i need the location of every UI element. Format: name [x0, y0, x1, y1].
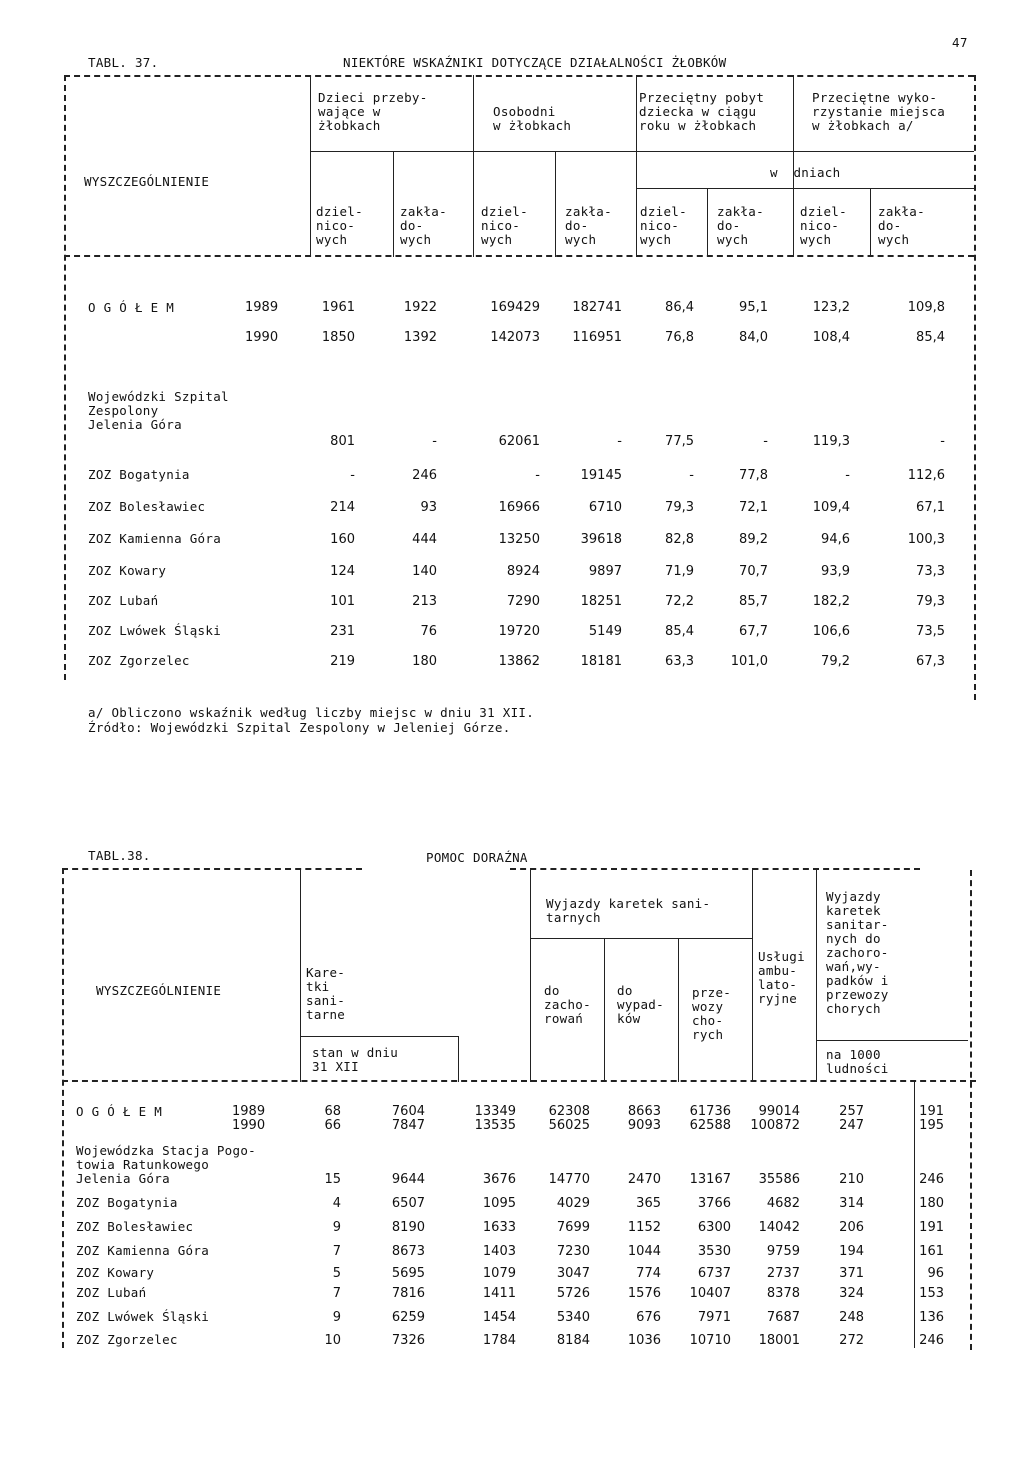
- table37-cell: 1922: [403, 300, 437, 315]
- table38-cell: 1403: [482, 1244, 516, 1259]
- table37-stub-header: WYSZCZEGÓLNIENIE: [84, 174, 210, 189]
- table37-cell: 5149: [588, 624, 622, 639]
- table37-vline: [870, 188, 871, 257]
- table37-cell: 100,3: [907, 532, 945, 547]
- table38-cell: 247: [839, 1118, 864, 1133]
- table38-cell: 3676: [482, 1172, 516, 1187]
- table38-cell: 1152: [627, 1220, 661, 1235]
- table38-cell: 7230: [556, 1244, 590, 1259]
- table38-cell: 8378: [766, 1286, 800, 1301]
- table38-cell: 9: [332, 1310, 341, 1325]
- table37-cell: 142073: [490, 330, 540, 345]
- table37-cell: 67,7: [739, 624, 768, 639]
- table38-row-label: Wojewódzka Stacja Pogo- towia Ratunkowego Jelenia Góra: [76, 1143, 256, 1186]
- table38-cell: 1633: [482, 1220, 516, 1235]
- table37-subcol-header: zakła- do- wych: [878, 204, 925, 247]
- table38-cell: 1454: [482, 1310, 516, 1325]
- table37-left-border: [64, 75, 66, 680]
- table38-row-label: ZOZ Kowary: [76, 1265, 155, 1280]
- table37-vline: [707, 188, 708, 257]
- table38-cell: 9: [332, 1220, 341, 1235]
- table38-cell: 8663: [627, 1104, 661, 1119]
- table37-cell: 169429: [490, 300, 540, 315]
- table38-cell: 1784: [482, 1333, 516, 1348]
- table38-vline: [752, 868, 753, 1082]
- table37-row-label: Wojewódzki Szpital Zespolony Jelenia Góra: [88, 389, 229, 432]
- table38-cell: 6259: [391, 1310, 425, 1325]
- table37-cell: 16966: [498, 500, 540, 515]
- table37-cell: 213: [412, 594, 437, 609]
- table38-uslugi-header: Usługi ambu- lato- ryjne: [758, 949, 805, 1006]
- table38-cell: 180: [919, 1196, 944, 1211]
- table38-cell: 3530: [697, 1244, 731, 1259]
- table37-cell: 93,9: [821, 564, 850, 579]
- table38-cell: 7847: [391, 1118, 425, 1133]
- table37-vline: [393, 151, 394, 257]
- table38-cell: 1576: [627, 1286, 661, 1301]
- table37-cell: 89,2: [739, 532, 768, 547]
- table37-cell: 85,4: [916, 330, 945, 345]
- table37-cell: 219: [330, 654, 355, 669]
- table38-cell: 8184: [556, 1333, 590, 1348]
- table37-cell: 62061: [498, 434, 540, 449]
- table37-row-label: ZOZ Lwówek Śląski: [88, 623, 222, 638]
- table38-cell: 62588: [689, 1118, 731, 1133]
- table37-source: Źródło: Wojewódzki Szpital Zespolony w Jeleniej Górze.: [88, 720, 511, 735]
- table37-cell: 7290: [506, 594, 540, 609]
- table38-cell: 7604: [391, 1104, 425, 1119]
- table38-vline: [816, 868, 817, 1082]
- table38-cell: 8190: [391, 1220, 425, 1235]
- table38-cell: 191: [919, 1220, 944, 1235]
- table37-cell: 214: [330, 500, 355, 515]
- table37-cell: 86,4: [665, 300, 694, 315]
- table37-cell: 1392: [403, 330, 437, 345]
- table37-cell: 444: [412, 532, 437, 547]
- table38-cell: 7: [332, 1286, 341, 1301]
- table38-cell: 2470: [627, 1172, 661, 1187]
- table37-cell: 73,3: [916, 564, 945, 579]
- table38-cell: 314: [839, 1196, 864, 1211]
- table38-row-label: ZOZ Bogatynia: [76, 1195, 178, 1210]
- table38-cell: 4: [332, 1196, 341, 1211]
- table38-cell: 10710: [689, 1333, 731, 1348]
- table38-cell: 1411: [482, 1286, 516, 1301]
- table37-cell: 77,5: [665, 434, 694, 449]
- table38-cell: 13535: [474, 1118, 516, 1133]
- table38-cell: 324: [839, 1286, 864, 1301]
- table37-subcol-header: zakła- do- wych: [400, 204, 447, 247]
- table38-cell: 3047: [556, 1266, 590, 1281]
- table38-vline: [530, 868, 531, 1082]
- table37-cell: 93: [420, 500, 437, 515]
- table37-cell: 116951: [572, 330, 622, 345]
- table37-cell: 9897: [588, 564, 622, 579]
- table37-cell: 76,8: [665, 330, 694, 345]
- table38-total-label: O G Ó Ł E M: [76, 1104, 163, 1119]
- table38-cell: 61736: [689, 1104, 731, 1119]
- table38-cell: 210: [839, 1172, 864, 1187]
- table37-footnote: a/ Obliczono wskaźnik według liczby miejsc w dniu 31 XII.: [88, 705, 535, 720]
- table38-vline: [300, 868, 301, 1082]
- table38-cell: 7699: [556, 1220, 590, 1235]
- table37-header-rule: [64, 255, 974, 257]
- table38-cell: 99014: [758, 1104, 800, 1119]
- table38-cell: 4029: [556, 1196, 590, 1211]
- table37-right-border: [974, 75, 976, 700]
- table37-cell: 140: [412, 564, 437, 579]
- table38-cell: 272: [839, 1333, 864, 1348]
- table38-top-rule-right: [510, 868, 920, 870]
- page-number: 47: [952, 36, 968, 50]
- table37-cell: 18181: [580, 654, 622, 669]
- table38-cell: 1079: [482, 1266, 516, 1281]
- table38-vline: [604, 938, 605, 1082]
- table37-subcol-header: dziel- nico- wych: [481, 204, 528, 247]
- table38-cell: 9093: [627, 1118, 661, 1133]
- table38-cell: 13167: [689, 1172, 731, 1187]
- table37-cell: 112,6: [907, 468, 945, 483]
- table37-cell: 124: [330, 564, 355, 579]
- table38-cell: 13349: [474, 1104, 516, 1119]
- table38-cell: 3766: [697, 1196, 731, 1211]
- table37-row-label: ZOZ Lubań: [88, 593, 159, 608]
- table37-cell: 18251: [580, 594, 622, 609]
- table38-cell: 365: [636, 1196, 661, 1211]
- table38-cell: 68: [324, 1104, 341, 1119]
- table37-subcol-header: zakła- do- wych: [565, 204, 612, 247]
- table38-cell: 5: [332, 1266, 341, 1281]
- table37-vline: [555, 151, 556, 257]
- table38-cell: 6737: [697, 1266, 731, 1281]
- table37-cell: 72,2: [665, 594, 694, 609]
- table37-cell: 76: [420, 624, 437, 639]
- table38-right-border: [970, 870, 972, 1350]
- table37-cell: 85,7: [739, 594, 768, 609]
- table38-cell: 246: [919, 1172, 944, 1187]
- table37-cell: 180: [412, 654, 437, 669]
- table37-cell: 8924: [506, 564, 540, 579]
- table37-cell: 109,8: [907, 300, 945, 315]
- table38-vline: [678, 938, 679, 1082]
- table37-cell: 84,0: [739, 330, 768, 345]
- table38-cell: 14042: [758, 1220, 800, 1235]
- table37-cell: 73,5: [916, 624, 945, 639]
- table37-cell: 39618: [580, 532, 622, 547]
- table37-row-label: ZOZ Kamienna Góra: [88, 531, 222, 546]
- table37-cell: 71,9: [665, 564, 694, 579]
- table37-cell: -: [432, 434, 437, 449]
- table38-row-year: 1989: [232, 1104, 266, 1119]
- table37-cell: -: [350, 468, 355, 483]
- table38-cell: 5695: [391, 1266, 425, 1281]
- table37-cell: 106,6: [812, 624, 850, 639]
- table38-cell: 100872: [750, 1118, 800, 1133]
- table38-cell: 5726: [556, 1286, 590, 1301]
- table38-cell: 66: [324, 1118, 341, 1133]
- table37-unit-label: w dniach: [770, 165, 841, 180]
- table37-cell: 19720: [498, 624, 540, 639]
- table37-top-rule: [64, 75, 974, 77]
- table38-vline: [914, 1080, 915, 1348]
- table37-cell: 79,3: [665, 500, 694, 515]
- table37-cell: 6710: [588, 500, 622, 515]
- table37-cell: 101,0: [730, 654, 768, 669]
- table37-cell: 19145: [580, 468, 622, 483]
- table37-cell: 1961: [321, 300, 355, 315]
- table37-cell: 119,3: [812, 434, 850, 449]
- table38-cell: 248: [839, 1310, 864, 1325]
- table37-cell: 123,2: [812, 300, 850, 315]
- table38-karetki-header: Kare- tki sani- tarne: [306, 965, 346, 1022]
- table38-cell: 6507: [391, 1196, 425, 1211]
- table37-cell: 79,3: [916, 594, 945, 609]
- table37-cell: 95,1: [739, 300, 768, 315]
- table37-subcol-header: dziel- nico- wych: [640, 204, 687, 247]
- table37-row-label: ZOZ Kowary: [88, 563, 167, 578]
- table38-cell: 56025: [548, 1118, 590, 1133]
- table37-cell: 67,1: [916, 500, 945, 515]
- table38-wyjazdy-header: Wyjazdy karetek sani- tarnych: [546, 896, 711, 925]
- table38-stan-rule: [300, 1036, 458, 1037]
- table37-cell: 109,4: [812, 500, 850, 515]
- table38-cell: 14770: [548, 1172, 590, 1187]
- table37-cell: 85,4: [665, 624, 694, 639]
- table38-zach-header: do zacho- rowań: [544, 983, 591, 1026]
- table38-cell: 161: [919, 1244, 944, 1259]
- table38-cell: 7326: [391, 1333, 425, 1348]
- table37-cell: 77,8: [739, 468, 768, 483]
- table38-row-label: ZOZ Zgorzelec: [76, 1332, 178, 1347]
- table37-title: NIEKTÓRE WSKAŹNIKI DOTYCZĄCE DZIAŁALNOŚCI ŻŁOBKÓW: [343, 55, 727, 70]
- table38-cell: 7971: [697, 1310, 731, 1325]
- table37-cell: -: [845, 468, 850, 483]
- table38-cell: 206: [839, 1220, 864, 1235]
- table38-cell: 9759: [766, 1244, 800, 1259]
- table38-stub-header: WYSZCZEGÓLNIENIE: [96, 983, 222, 998]
- table38-cell: 35586: [758, 1172, 800, 1187]
- table37-row-year: 1990: [245, 330, 279, 345]
- table37-group-header: Przeciętny pobyt dziecka w ciągu roku w żłobkach: [639, 90, 765, 133]
- table37-cell: 1850: [321, 330, 355, 345]
- table37-row-label: ZOZ Bolesławiec: [88, 499, 206, 514]
- table37-cell: 67,3: [916, 654, 945, 669]
- table38-cell: 7816: [391, 1286, 425, 1301]
- table37-cell: -: [940, 434, 945, 449]
- table38-przew-header: prze- wozy cho- rych: [692, 985, 732, 1042]
- table37-vline: [636, 75, 637, 257]
- table38-wyp-header: do wypad- ków: [617, 983, 664, 1026]
- table38-na1000-rule: [816, 1040, 968, 1041]
- table38-cell: 257: [839, 1104, 864, 1119]
- table37-vline: [310, 75, 311, 257]
- table37-cell: 182741: [572, 300, 622, 315]
- table37-label: TABL. 37.: [88, 55, 159, 70]
- table37-cell: 108,4: [812, 330, 850, 345]
- table37-cell: 182,2: [812, 594, 850, 609]
- table38-cell: 676: [636, 1310, 661, 1325]
- table38-cell: 62308: [548, 1104, 590, 1119]
- table37-group-header: Dzieci przeby- wające w żłobkach: [318, 90, 428, 133]
- table38-cell: 153: [919, 1286, 944, 1301]
- table38-row-label: ZOZ Lubań: [76, 1285, 147, 1300]
- table37-cell: 82,8: [665, 532, 694, 547]
- table37-cell: 160: [330, 532, 355, 547]
- table38-cell: 195: [919, 1118, 944, 1133]
- table38-cell: 9644: [391, 1172, 425, 1187]
- table38-cell: 194: [839, 1244, 864, 1259]
- table38-row-label: ZOZ Bolesławiec: [76, 1219, 194, 1234]
- table38-cell: 1095: [482, 1196, 516, 1211]
- table38-cell: 18001: [758, 1333, 800, 1348]
- table38-vline: [458, 1036, 459, 1082]
- table38-cell: 6300: [697, 1220, 731, 1235]
- table38-cell: 191: [919, 1104, 944, 1119]
- table38-cell: 15: [324, 1172, 341, 1187]
- table38-cell: 8673: [391, 1244, 425, 1259]
- table37-cell: 70,7: [739, 564, 768, 579]
- table38-wyjazdy-rule: [530, 938, 752, 939]
- table38-wyjazdy2-header: Wyjazdy karetek sanitar- nych do zachoro- wań,wy- padków i przewozy chorych: [826, 889, 889, 1016]
- table37-cell: 94,6: [821, 532, 850, 547]
- table37-group-rule: [310, 151, 974, 152]
- table37-total-label: O G Ó Ł E M: [88, 300, 175, 315]
- table37-unit-rule: [636, 188, 974, 189]
- table37-cell: -: [535, 468, 540, 483]
- table38-row-label: ZOZ Lwówek Śląski: [76, 1309, 210, 1324]
- table37-row-label: ZOZ Zgorzelec: [88, 653, 190, 668]
- table37-cell: 72,1: [739, 500, 768, 515]
- table38-cell: 7: [332, 1244, 341, 1259]
- table37-row-label: ZOZ Bogatynia: [88, 467, 190, 482]
- table38-cell: 136: [919, 1310, 944, 1325]
- table38-label: TABL.38.: [88, 848, 151, 863]
- table38-cell: 371: [839, 1266, 864, 1281]
- table38-cell: 246: [919, 1333, 944, 1348]
- table38-cell: 1044: [627, 1244, 661, 1259]
- table37-cell: 101: [330, 594, 355, 609]
- table38-cell: 1036: [627, 1333, 661, 1348]
- table37-cell: 801: [330, 434, 355, 449]
- table38-top-rule-left: [62, 868, 362, 870]
- table38-cell: 2737: [766, 1266, 800, 1281]
- table37-cell: -: [617, 434, 622, 449]
- table37-cell: -: [689, 468, 694, 483]
- table38-cell: 10407: [689, 1286, 731, 1301]
- table37-cell: 79,2: [821, 654, 850, 669]
- table38-row-label: ZOZ Kamienna Góra: [76, 1243, 210, 1258]
- table37-vline: [473, 75, 474, 257]
- table38-header-rule: [62, 1080, 976, 1082]
- table37-subcol-header: dziel- nico- wych: [800, 204, 847, 247]
- table37-subcol-header: zakła- do- wych: [717, 204, 764, 247]
- table37-cell: 13250: [498, 532, 540, 547]
- table37-group-header: Osobodni w żłobkach: [493, 104, 572, 133]
- table38-cell: 4682: [766, 1196, 800, 1211]
- table37-group-header: Przeciętne wyko- rzystanie miejsca w żłobkach a/: [812, 90, 946, 133]
- table37-cell: 246: [412, 468, 437, 483]
- table38-row-year: 1990: [232, 1118, 266, 1133]
- table37-subcol-header: dziel- nico- wych: [316, 204, 363, 247]
- table38-left-border: [62, 868, 64, 1348]
- table38-cell: 774: [636, 1266, 661, 1281]
- table38-stan-header: stan w dniu 31 XII: [312, 1045, 399, 1074]
- table38-title: POMOC DORAŹNA: [426, 850, 528, 865]
- table38-cell: 96: [927, 1266, 944, 1281]
- table37-cell: 63,3: [665, 654, 694, 669]
- table38-cell: 10: [324, 1333, 341, 1348]
- table37-cell: 13862: [498, 654, 540, 669]
- table38-cell: 5340: [556, 1310, 590, 1325]
- table37-cell: -: [763, 434, 768, 449]
- table37-cell: 231: [330, 624, 355, 639]
- table37-row-year: 1989: [245, 300, 279, 315]
- table38-na1000-header: na 1000 ludności: [826, 1047, 889, 1076]
- table38-cell: 7687: [766, 1310, 800, 1325]
